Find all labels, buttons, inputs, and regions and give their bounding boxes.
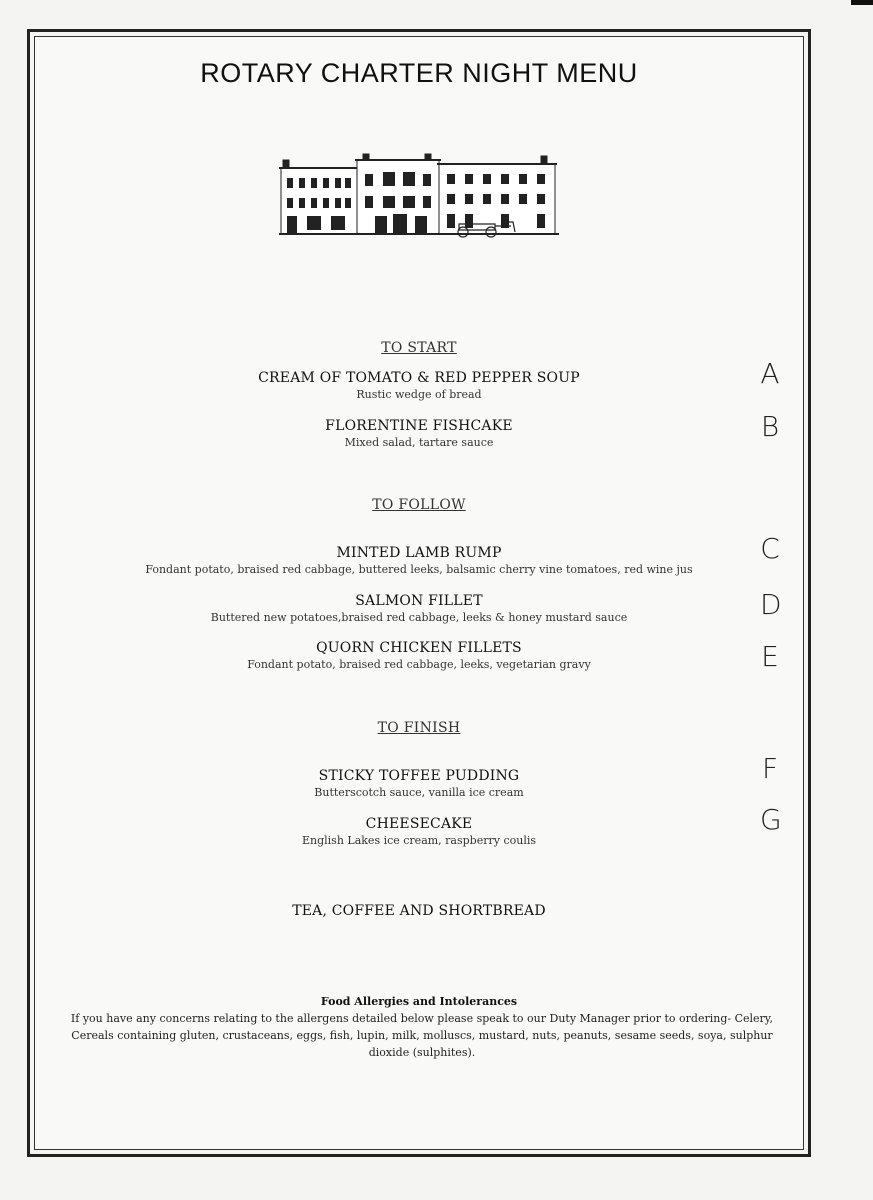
dish-name: SALMON FILLET: [355, 593, 483, 609]
handwritten-letter-g: G: [760, 803, 782, 836]
tea-coffee-shortbread: TEA, COFFEE AND SHORTBREAD: [292, 903, 546, 919]
dish-florentine-fishcake: [34, 418, 804, 450]
handwritten-letter-e: E: [761, 640, 779, 673]
dish-description: Mixed salad, tartare sauce: [344, 436, 494, 449]
dish-name: STICKY TOFFEE PUDDING: [318, 768, 520, 784]
allergy-title: Food Allergies and Intolerances: [320, 995, 518, 1008]
section-title-to-start: TO START: [381, 340, 457, 356]
dish-quorn-chicken-fillets: [34, 640, 804, 672]
dish-name: QUORN CHICKEN FILLETS: [316, 640, 522, 656]
dish-cheesecake: [34, 816, 804, 848]
section-title-to-follow: TO FOLLOW: [372, 497, 466, 513]
dish-name: CREAM OF TOMATO & RED PEPPER SOUP: [258, 370, 580, 386]
dish-salmon-fillet: [34, 593, 804, 625]
dish-description: Butterscotch sauce, vanilla ice cream: [314, 786, 524, 799]
handwritten-letter-f: F: [761, 752, 779, 785]
dish-name: MINTED LAMB RUMP: [336, 545, 502, 561]
dish-description: Fondant potato, braised red cabbage, leeks, vegetarian gravy: [247, 658, 591, 671]
dish-description: Buttered new potatoes,braised red cabbage, leeks & honey mustard sauce: [210, 611, 628, 624]
hotel-building-illustration: [279, 150, 559, 240]
dish-description: Fondant potato, braised red cabbage, buttered leeks, balsamic cherry vine tomatoes, red wine jus: [145, 563, 693, 576]
handwritten-letter-c: C: [760, 532, 780, 565]
menu-title: ROTARY CHARTER NIGHT MENU: [200, 58, 638, 88]
dish-description: Rustic wedge of bread: [356, 388, 482, 401]
dish-name: CHEESECAKE: [365, 816, 473, 832]
dish-sticky-toffee-pudding: [34, 768, 804, 800]
handwritten-letter-d: D: [760, 588, 782, 621]
handwritten-letter-b: B: [760, 410, 780, 443]
handwritten-letter-a: A: [760, 357, 780, 390]
dish-name: FLORENTINE FISHCAKE: [325, 418, 513, 434]
dish-description: English Lakes ice cream, raspberry coulis: [301, 834, 537, 847]
section-title-to-finish: TO FINISH: [377, 720, 461, 736]
dish-cream-of-tomato-soup: [34, 370, 804, 402]
allergy-text: If you have any concerns relating to the allergens detailed below please speak to our Duty Manager prior to ordering- Celery, Cereals containing gluten, crustaceans, eggs, fish, lupin, milk, molluscs, mustard, nuts, peanuts, sesame seeds, soya, sulphur dioxide (sulphites).: [70, 1012, 774, 1059]
dish-minted-lamb-rump: [34, 545, 804, 577]
page-edge-mark: [851, 0, 873, 5]
